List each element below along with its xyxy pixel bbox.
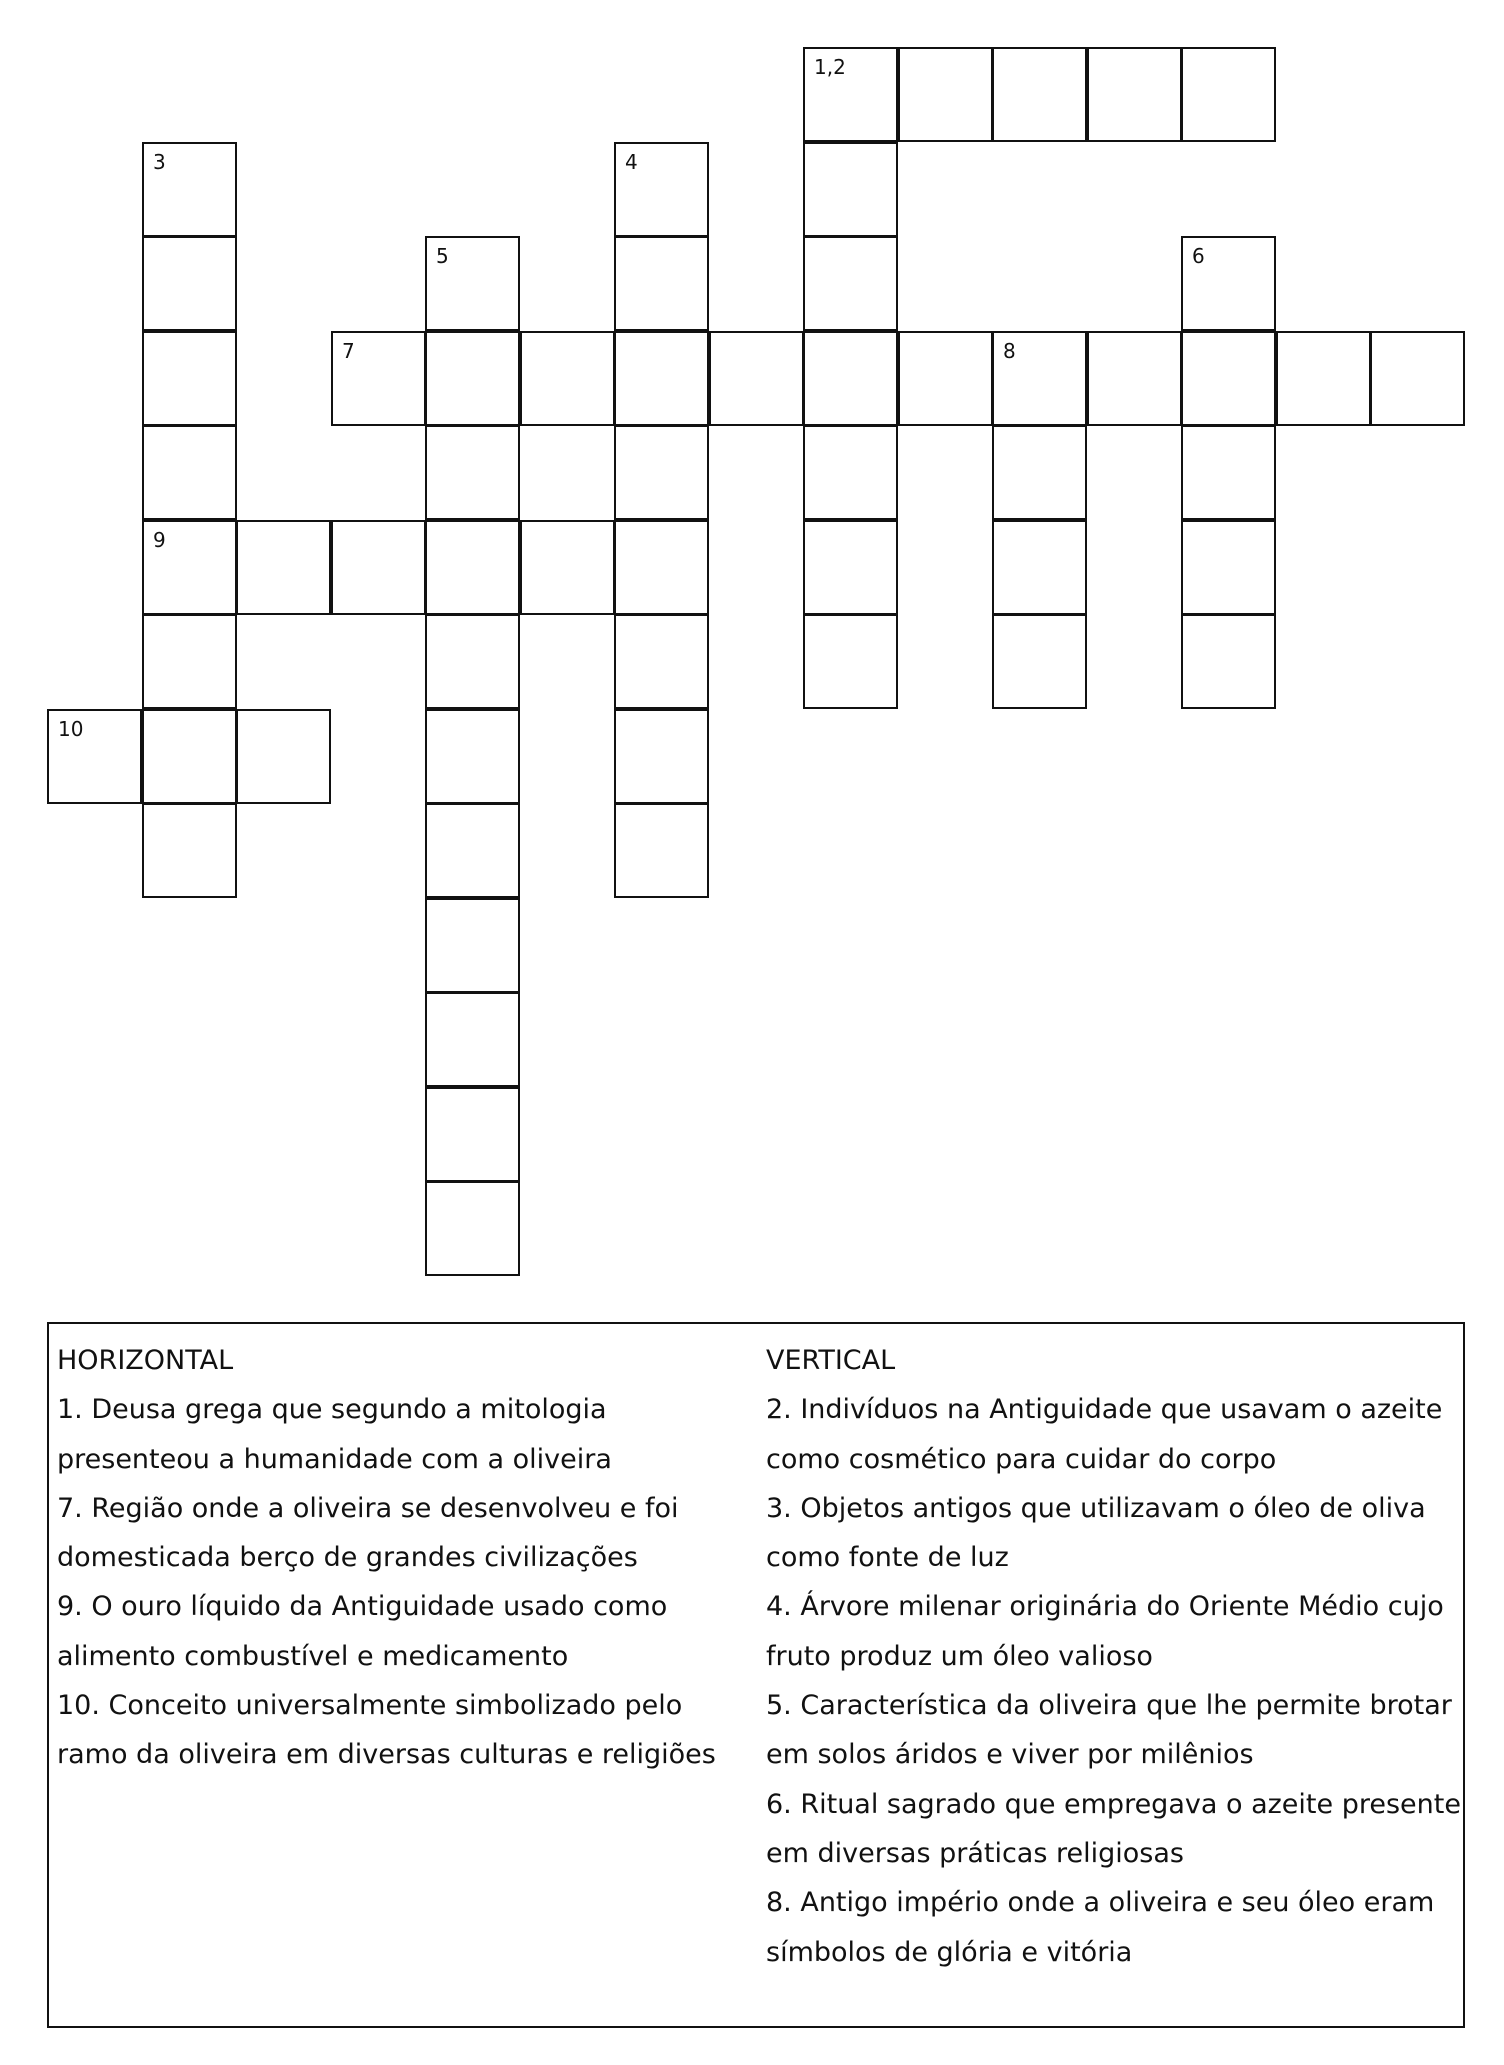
clue-line: 7. Região onde a oliveira se desenvolveu e foi bbox=[57, 1492, 679, 1524]
clue-line: em diversas práticas religiosas bbox=[766, 1837, 1184, 1869]
clue-line: 1. Deusa grega que segundo a mitologia bbox=[57, 1394, 607, 1426]
crossword-cell[interactable] bbox=[803, 614, 898, 709]
crossword-cell[interactable] bbox=[1370, 331, 1465, 426]
crossword-cell[interactable] bbox=[898, 331, 993, 426]
crossword-cell[interactable] bbox=[992, 520, 1087, 615]
crossword-cell[interactable] bbox=[992, 614, 1087, 709]
vertical-clues bbox=[766, 1336, 1461, 1977]
crossword-cell[interactable] bbox=[1181, 331, 1276, 426]
clue-line: 5. Característica da oliveira que lhe permite brotar bbox=[766, 1690, 1452, 1722]
crossword-cell[interactable] bbox=[803, 331, 898, 426]
crossword-cell[interactable] bbox=[425, 898, 520, 993]
crossword-cell[interactable] bbox=[803, 520, 898, 615]
crossword-cell[interactable] bbox=[1181, 614, 1276, 709]
crossword-cell[interactable] bbox=[142, 709, 237, 804]
crossword-cell[interactable] bbox=[236, 709, 331, 804]
crossword-cell[interactable] bbox=[425, 331, 520, 426]
clue-line: símbolos de glória e vitória bbox=[766, 1936, 1133, 1968]
crossword-cell[interactable] bbox=[1087, 331, 1182, 426]
crossword-cell[interactable] bbox=[142, 614, 237, 709]
crossword-cell[interactable] bbox=[331, 331, 426, 426]
crossword-cell[interactable] bbox=[803, 47, 898, 142]
clue-number: 9 bbox=[153, 528, 166, 552]
clue-line: 3. Objetos antigos que utilizavam o óleo de oliva bbox=[766, 1492, 1426, 1524]
clue-line: 9. O ouro líquido da Antiguidade usado como bbox=[57, 1591, 668, 1623]
crossword-cell[interactable] bbox=[992, 47, 1087, 142]
clue-number: 4 bbox=[625, 150, 638, 174]
crossword-cell[interactable] bbox=[803, 236, 898, 331]
crossword-cell[interactable] bbox=[803, 142, 898, 237]
crossword-cell[interactable] bbox=[425, 1087, 520, 1182]
horizontal-clues bbox=[57, 1336, 757, 1780]
crossword-cell[interactable] bbox=[425, 709, 520, 804]
crossword-cell[interactable] bbox=[425, 236, 520, 331]
vertical-heading: VERTICAL bbox=[766, 1345, 896, 1376]
crossword-cell[interactable] bbox=[614, 803, 709, 898]
clue-number: 8 bbox=[1003, 339, 1016, 363]
crossword-cell[interactable] bbox=[236, 520, 331, 615]
crossword-cell[interactable] bbox=[142, 520, 237, 615]
crossword-cell[interactable] bbox=[709, 331, 804, 426]
crossword-cell[interactable] bbox=[142, 425, 237, 520]
clues-box bbox=[47, 1322, 1465, 2028]
crossword-cell[interactable] bbox=[142, 142, 237, 237]
crossword-cell[interactable] bbox=[1181, 520, 1276, 615]
clue-line: 4. Árvore milenar originária do Oriente Médio cujo bbox=[766, 1591, 1444, 1623]
crossword-cell[interactable] bbox=[331, 520, 426, 615]
clue-line: como fonte de luz bbox=[766, 1542, 1009, 1574]
crossword-cell[interactable] bbox=[614, 425, 709, 520]
clue-line: como cosmético para cuidar do corpo bbox=[766, 1443, 1277, 1475]
crossword-cell[interactable] bbox=[614, 142, 709, 237]
crossword-cell[interactable] bbox=[614, 614, 709, 709]
crossword-cell[interactable] bbox=[142, 803, 237, 898]
crossword-cell[interactable] bbox=[47, 709, 142, 804]
clue-line: alimento combustível e medicamento bbox=[57, 1640, 569, 1672]
crossword-cell[interactable] bbox=[425, 1181, 520, 1276]
crossword-cell[interactable] bbox=[992, 425, 1087, 520]
clue-line: domesticada berço de grandes civilizações bbox=[57, 1542, 638, 1574]
crossword-cell[interactable] bbox=[898, 47, 993, 142]
clue-number: 5 bbox=[436, 244, 449, 268]
clue-line: 6. Ritual sagrado que empregava o azeite presente bbox=[766, 1788, 1461, 1820]
clue-number: 3 bbox=[153, 150, 166, 174]
clue-number: 1,2 bbox=[814, 55, 846, 79]
crossword-cell[interactable] bbox=[614, 709, 709, 804]
crossword-cell[interactable] bbox=[803, 425, 898, 520]
crossword-cell[interactable] bbox=[1181, 47, 1276, 142]
crossword-cell[interactable] bbox=[520, 520, 615, 615]
clue-line: 2. Indivíduos na Antiguidade que usavam o azeite bbox=[766, 1394, 1443, 1426]
crossword-cell[interactable] bbox=[1181, 425, 1276, 520]
crossword-cell[interactable] bbox=[1276, 331, 1371, 426]
crossword-cell[interactable] bbox=[425, 803, 520, 898]
clue-number: 10 bbox=[58, 717, 84, 741]
clue-line: 8. Antigo império onde a oliveira e seu óleo eram bbox=[766, 1887, 1435, 1919]
crossword-cell[interactable] bbox=[425, 992, 520, 1087]
clue-number: 6 bbox=[1192, 244, 1205, 268]
crossword-cell[interactable] bbox=[614, 331, 709, 426]
crossword-cell[interactable] bbox=[520, 331, 615, 426]
clue-line: presenteou a humanidade com a oliveira bbox=[57, 1443, 612, 1475]
crossword-cell[interactable] bbox=[142, 236, 237, 331]
clue-line: ramo da oliveira em diversas culturas e religiões bbox=[57, 1739, 716, 1771]
crossword-cell[interactable] bbox=[425, 425, 520, 520]
horizontal-heading: HORIZONTAL bbox=[57, 1345, 234, 1376]
crossword-cell[interactable] bbox=[992, 331, 1087, 426]
crossword-cell[interactable] bbox=[614, 236, 709, 331]
crossword-cell[interactable] bbox=[425, 614, 520, 709]
crossword-cell[interactable] bbox=[142, 331, 237, 426]
crossword-cell[interactable] bbox=[614, 520, 709, 615]
crossword-cell[interactable] bbox=[1087, 47, 1182, 142]
crossword-cell[interactable] bbox=[1181, 236, 1276, 331]
clue-line: 10. Conceito universalmente simbolizado pelo bbox=[57, 1690, 683, 1722]
clue-line: em solos áridos e viver por milênios bbox=[766, 1739, 1254, 1771]
clue-number: 7 bbox=[342, 339, 355, 363]
clue-line: fruto produz um óleo valioso bbox=[766, 1640, 1153, 1672]
crossword-cell[interactable] bbox=[425, 520, 520, 615]
